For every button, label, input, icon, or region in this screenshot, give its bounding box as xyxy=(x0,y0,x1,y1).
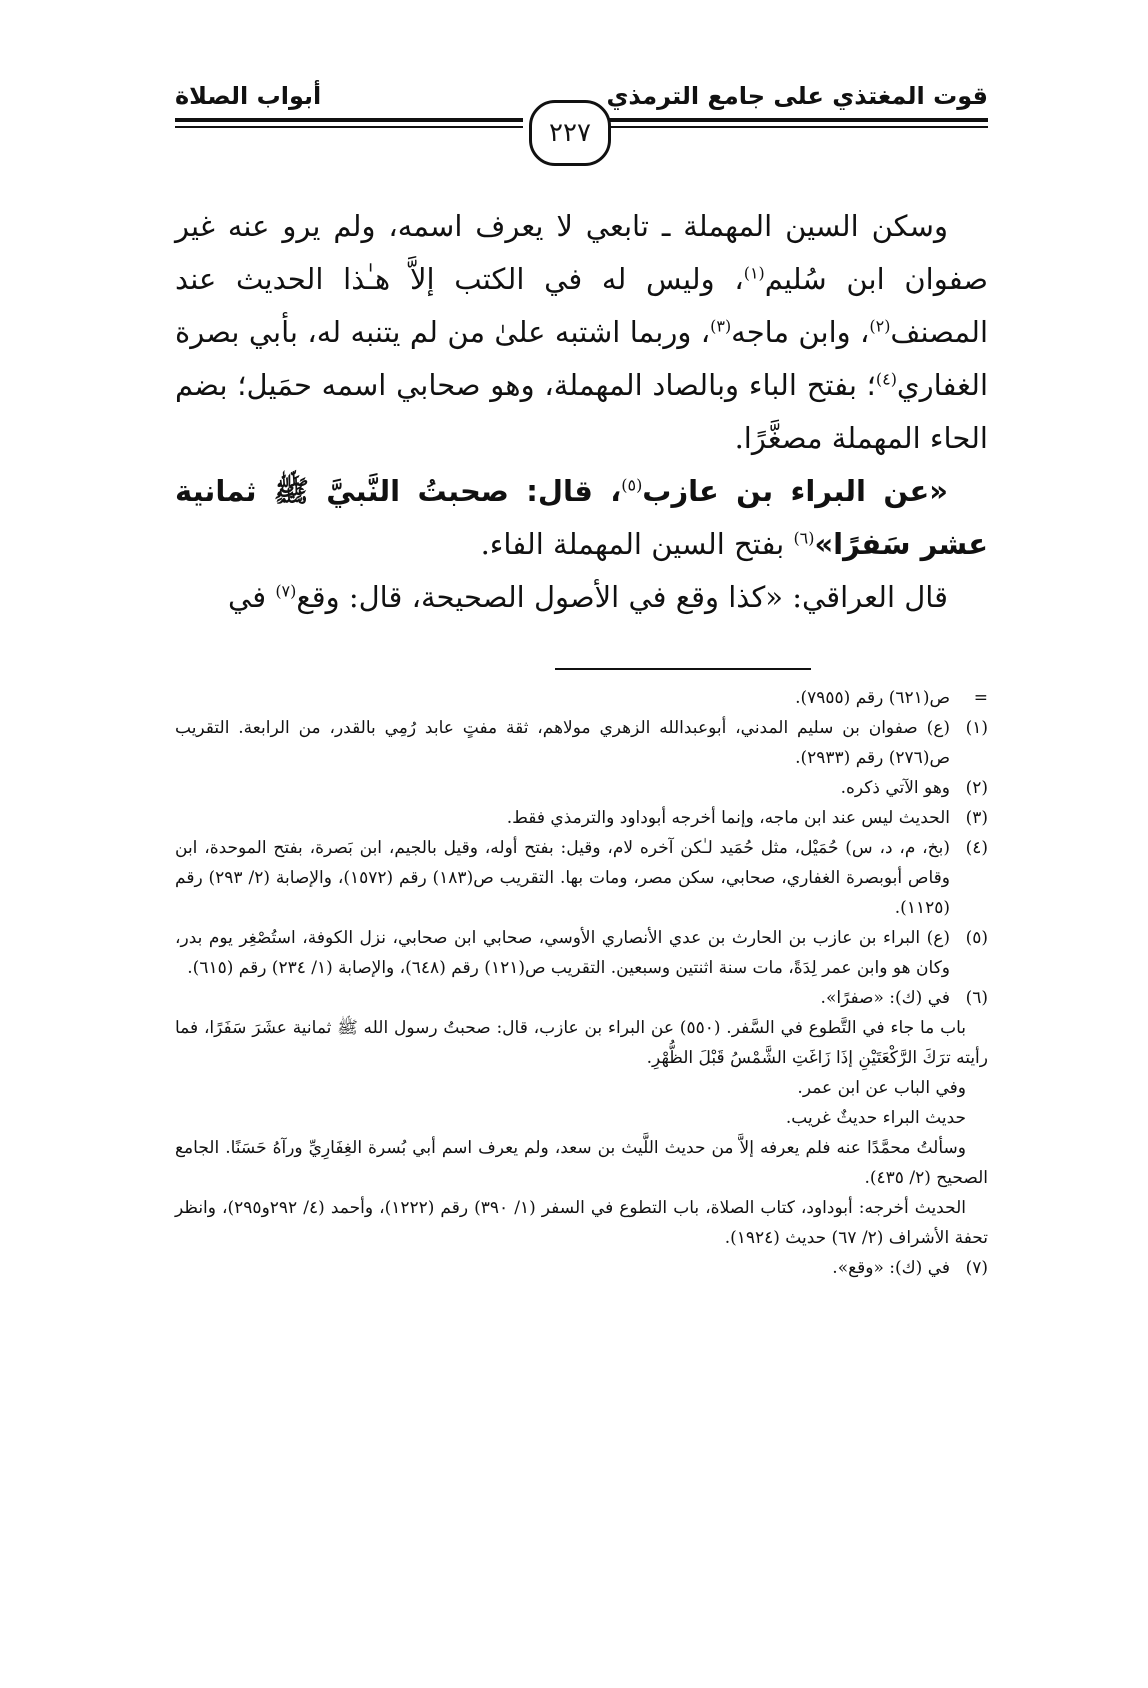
main-text xyxy=(175,200,988,624)
footnote-1: (١) (ع) صفوان بن سليم المدني، أبوعبدالله الزهري مولاهم، ثقة مفتٍ عابد رُمِي بالقدر، من الرابعة. التقريب ص(٢٧٦) رقم (٢٩٣٣). xyxy=(175,718,988,768)
page-header xyxy=(175,70,988,160)
header-rule-right-thin xyxy=(608,126,988,128)
header-rule-right-thick xyxy=(608,118,988,122)
takhrij-line: الحديث أخرجه: أبوداود، كتاب الصلاة، باب التطوع في السفر (١/ ٣٩٠) رقم (١٢٢٢)، وأحمد (٤/ ٢٩٢و٢٩٥)، وانظر تحفة الأشراف (٢/ ٦٧) حديث (١٩٢٤). xyxy=(175,1198,988,1248)
header-rule-left-thick xyxy=(175,118,523,122)
book-title: قوت المغتذي على جامع الترمذي xyxy=(606,82,988,110)
paragraph-2: «عن البراء بن عازب$^{(٥)}$، قال: صحبتُ النَّبيَّ ﷺ ثمانية عشر سَفرًا»$^{(٦)}$ بفتح السين المهملة الفاء. xyxy=(175,474,988,561)
footnotes xyxy=(175,683,988,1283)
footnote-continuation: = ص(٦٢١) رقم (٧٩٥٥). xyxy=(175,683,988,713)
continuation-mark: = xyxy=(973,688,988,708)
header-rule-left-thin xyxy=(175,126,523,128)
footnote-6: (٦) في (ك): «صفرًا». xyxy=(820,988,988,1008)
paragraph-1: وسكن السين المهملة ـ تابعي لا يعرف اسمه، ولم يرو عنه غير صفوان ابن سُليم$^{(١)}$، وليس له في الكتب إلاَّ هـٰذا الحديث عند المصنف$^{(٢)}$، وابن ماجه$^{(٣)}$، وربما اشتبه علىٰ من لم يتنبه له، بأبي بصرة الغفاري$^{(٤)}$؛ بفتح الباء وبالصاد المهملة، وهو صحابي اسمه حمَيل؛ بضم الحاء المهملة مصغَّرًا. xyxy=(175,209,988,455)
footnote-ref-4: (٤) xyxy=(875,369,897,389)
footnote-ref-5: (٥) xyxy=(621,475,643,495)
footnote-3: (٣) الحديث ليس عند ابن ماجه، وإنما أخرجه أبوداود والترمذي فقط. xyxy=(506,808,988,828)
hadith-text: «عن البراء بن عازب xyxy=(642,474,948,508)
footnote-separator xyxy=(555,668,811,670)
footnote-ref-2: (٢) xyxy=(869,316,891,336)
footnote-5: (٥) (ع) البراء بن عازب بن الحارث بن عدي الأنصاري الأوسي، صحابي ابن صحابي، نزل الكوفة، استُصْغِر يوم بدر، وكان هو وابن عمر لِدَةً، مات سنة اثنتين وسبعين. التقريب ص(١٢١) رقم (٦٤٨)، والإصابة (١/ ٢٣٤) رقم (٦١٥). xyxy=(175,928,988,978)
chapter-title: أبواب الصلاة xyxy=(175,82,322,110)
hadith-text-cont: ، قال: صحبتُ النَّبيَّ ﷺ ثمانية عشر سَفرًا» xyxy=(175,474,988,561)
quoted-line-4: وسألتُ محمَّدًا عنه فلم يعرفه إلاَّ من حديث اللَّيث بن سعد، ولم يعرف اسم أبي بُسرة الغِفَارِيِّ ورآهُ حَسَنًا. الجامع الصحيح (٢/ ٤٣٥). xyxy=(175,1138,988,1188)
footnote-ref-7: (٧) xyxy=(275,581,297,601)
footnote-ref-6: (٦) xyxy=(793,528,815,548)
quoted-line-3: حديث البراء حديثٌ غريب. xyxy=(785,1108,966,1128)
footnote-4: (٤) (بخ، م، د، س) حُمَيْل، مثل حُمَيد لـٰكن آخره لام، وقيل: بفتح أوله، وقيل بالجيم، ابن بَصرة، بفتح الموحدة، ابن وقاص أبوبصرة الغفاري، صحابي، سكن مصر، ومات بها. التقريب ص(١٨٣) رقم (١٥٧٢)، والإصابة (٢/ ٢٩٣) رقم (١١٢٥). xyxy=(175,838,988,918)
quoted-line-2: وفي الباب عن ابن عمر. xyxy=(797,1078,966,1098)
footnote-ref-3: (٣) xyxy=(710,316,732,336)
paragraph-3: قال العراقي: «كذا وقع في الأصول الصحيحة، قال: وقع$^{(٧)}$ في xyxy=(228,580,948,614)
footnote-2: (٢) وهو الآتي ذكره. xyxy=(840,778,988,798)
quoted-hadith: باب ما جاء في التَّطوع في السَّفر. (٥٥٠) عن البراء بن عازب، قال: صحبتُ رسول الله ﷺ ثمانية عشَرَ سَفَرًا، فما رأيته ترَكَ الرَّكْعَتَيْنِ إذَا زَاغَتِ الشَّمْسُ قَبْلَ الظُّهْرِ. xyxy=(175,1018,988,1068)
footnote-ref-1: (١) xyxy=(743,263,765,283)
page-number: ٢٢٧ xyxy=(529,100,611,166)
footnote-7: (٧) في (ك): «وقع». xyxy=(832,1258,988,1278)
